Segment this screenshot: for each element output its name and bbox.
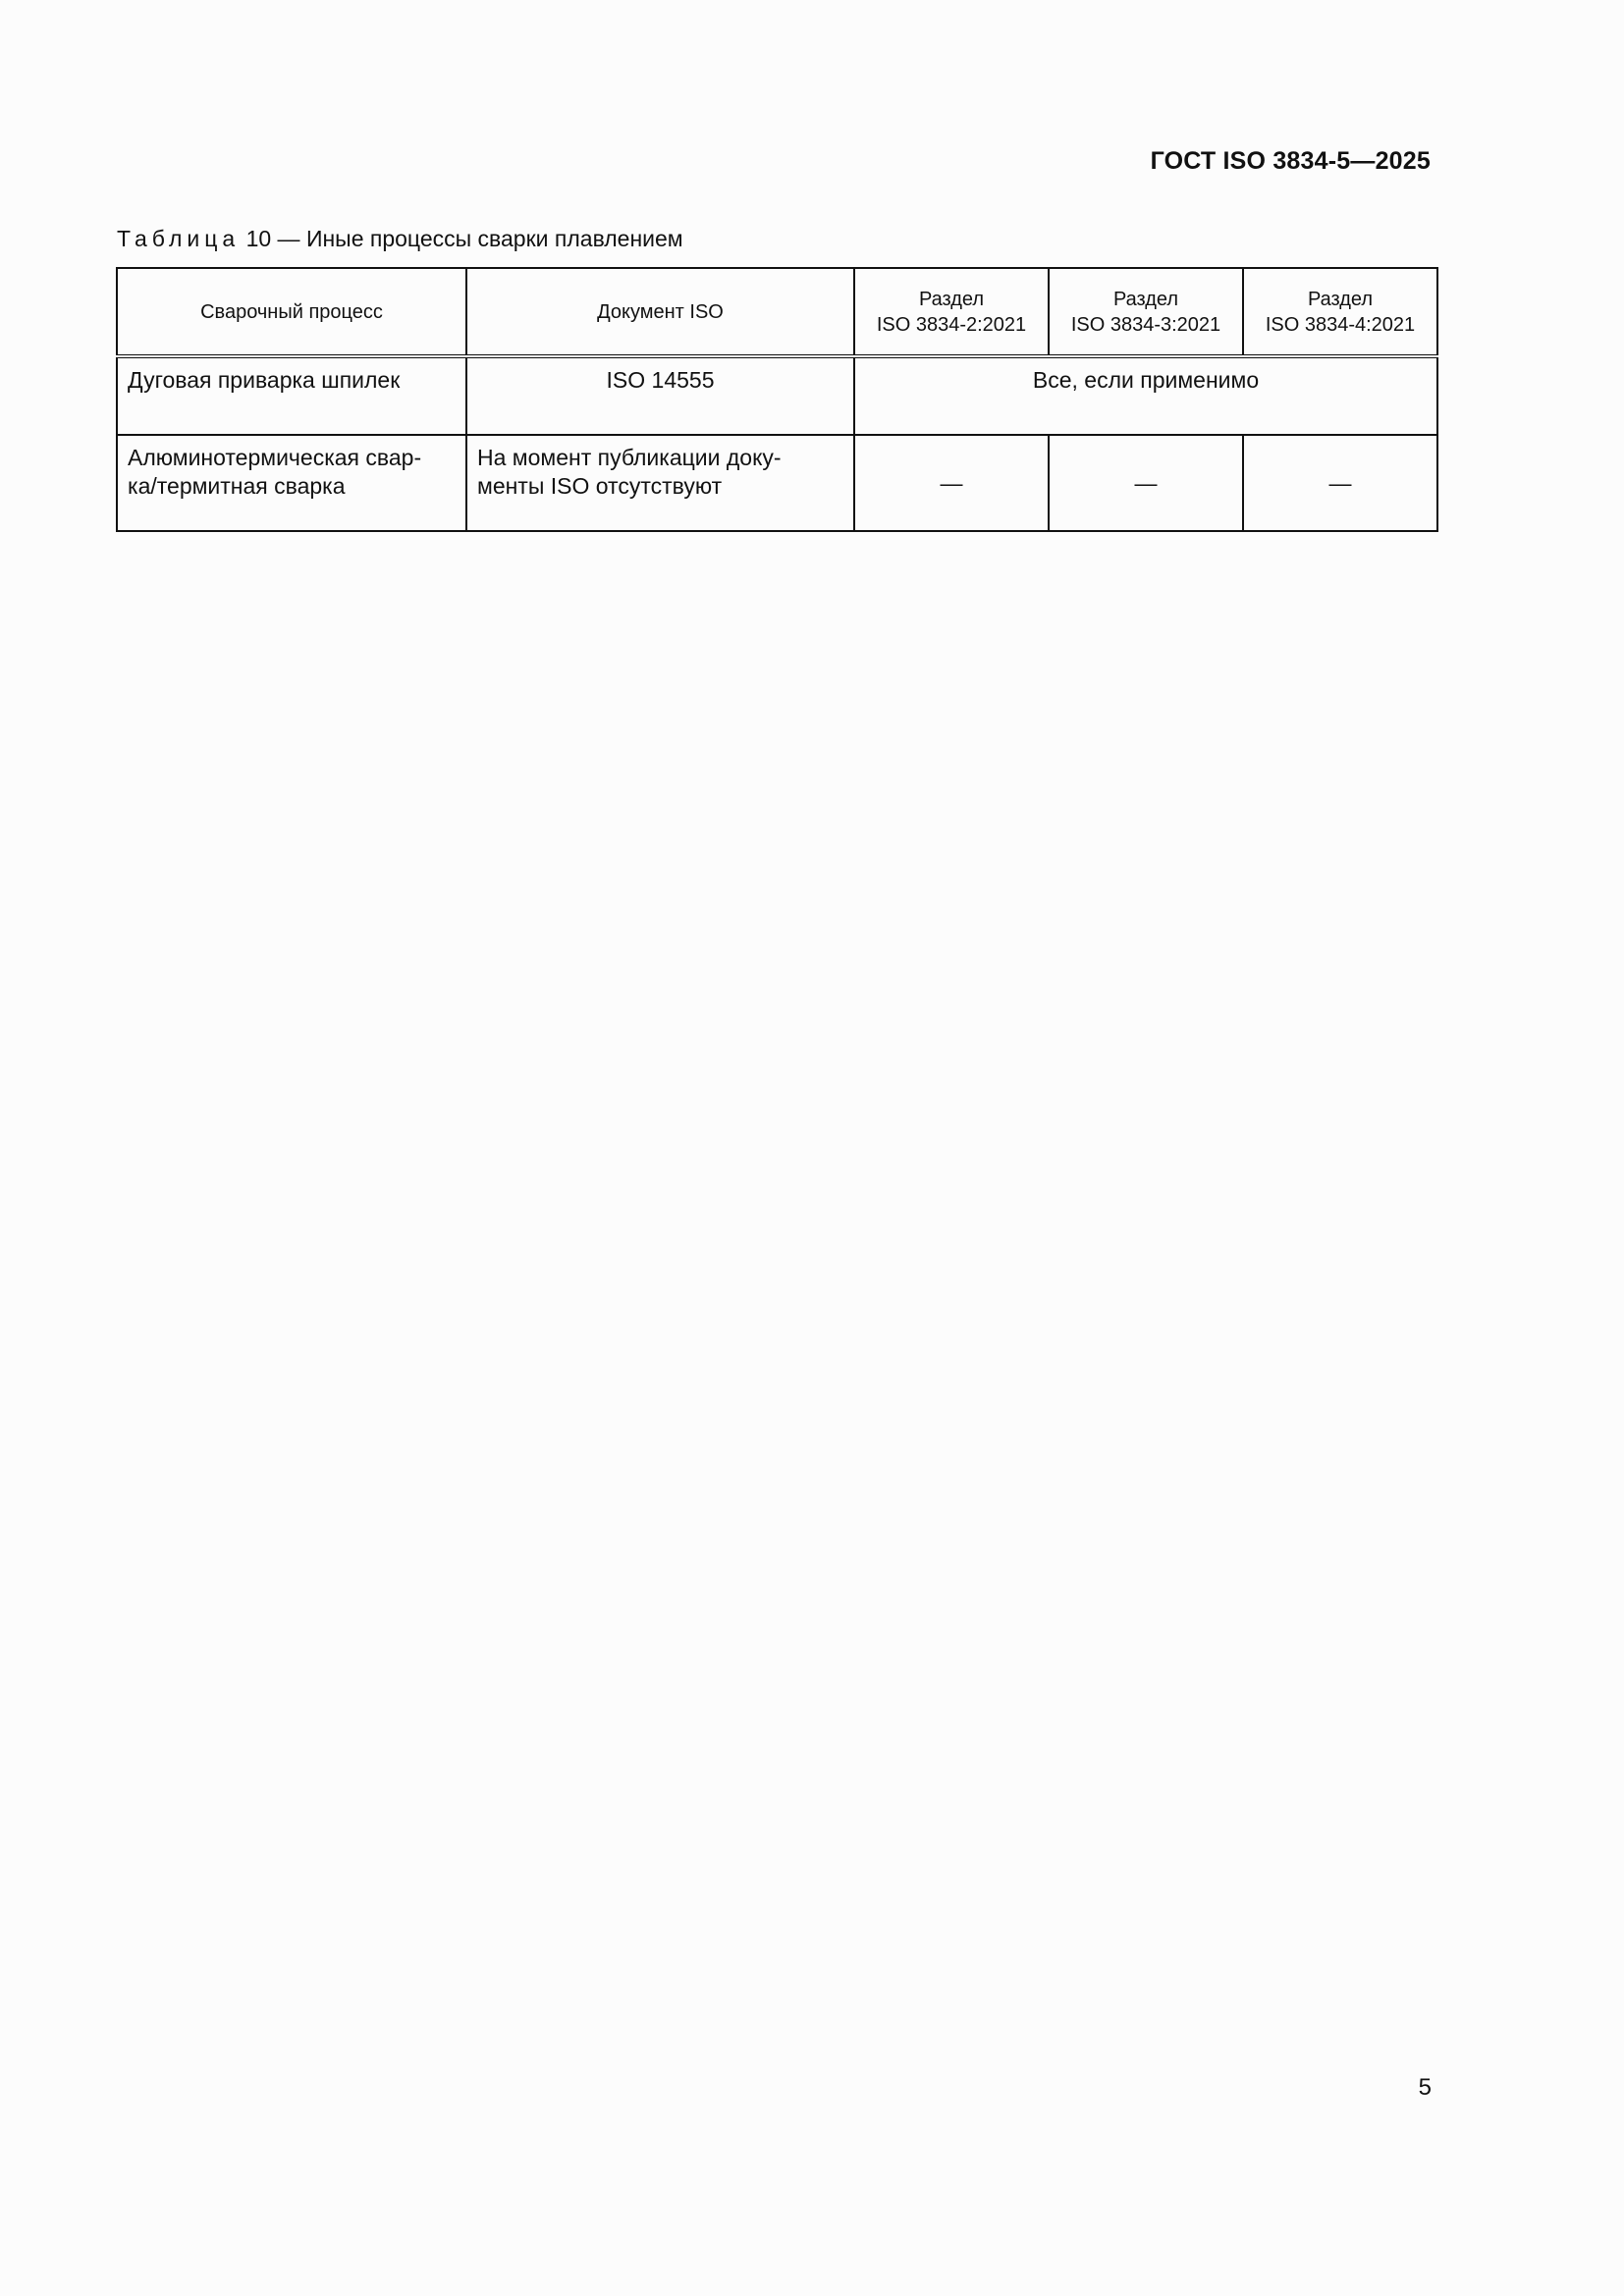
- header-iso-document: Документ ISO: [466, 268, 854, 356]
- cell-section-3834-3: —: [1049, 435, 1243, 531]
- table-row: [117, 356, 1437, 435]
- cell-document: ISO 14555: [466, 356, 854, 435]
- cell-document: На момент публикации доку- менты ISO отсутствуют: [466, 435, 854, 531]
- cell-process: Алюминотермическая свар- ка/термитная сварка: [117, 435, 466, 531]
- table-caption-label: Таблица: [117, 226, 241, 251]
- header-section-3834-4: Раздел ISO 3834-4:2021: [1243, 268, 1437, 356]
- welding-processes-table: [116, 267, 1438, 532]
- cell-process: Дуговая приварка шпилек: [117, 356, 466, 435]
- table-caption: [117, 226, 683, 252]
- document-code-header: ГОСТ ISO 3834-5—2025: [1150, 147, 1431, 175]
- cell-section-3834-2: —: [854, 435, 1049, 531]
- header-section-3834-3: Раздел ISO 3834-3:2021: [1049, 268, 1243, 356]
- cell-merged-sections: Все, если применимо: [854, 356, 1437, 435]
- table-caption-text: 10 — Иные процессы сварки плавлением: [245, 226, 683, 251]
- cell-section-3834-4: —: [1243, 435, 1437, 531]
- header-welding-process: Сварочный процесс: [117, 268, 466, 356]
- table-header-row: [117, 268, 1437, 356]
- page-number: 5: [1418, 2074, 1432, 2101]
- table-row: [117, 435, 1437, 531]
- header-section-3834-2: Раздел ISO 3834-2:2021: [854, 268, 1049, 356]
